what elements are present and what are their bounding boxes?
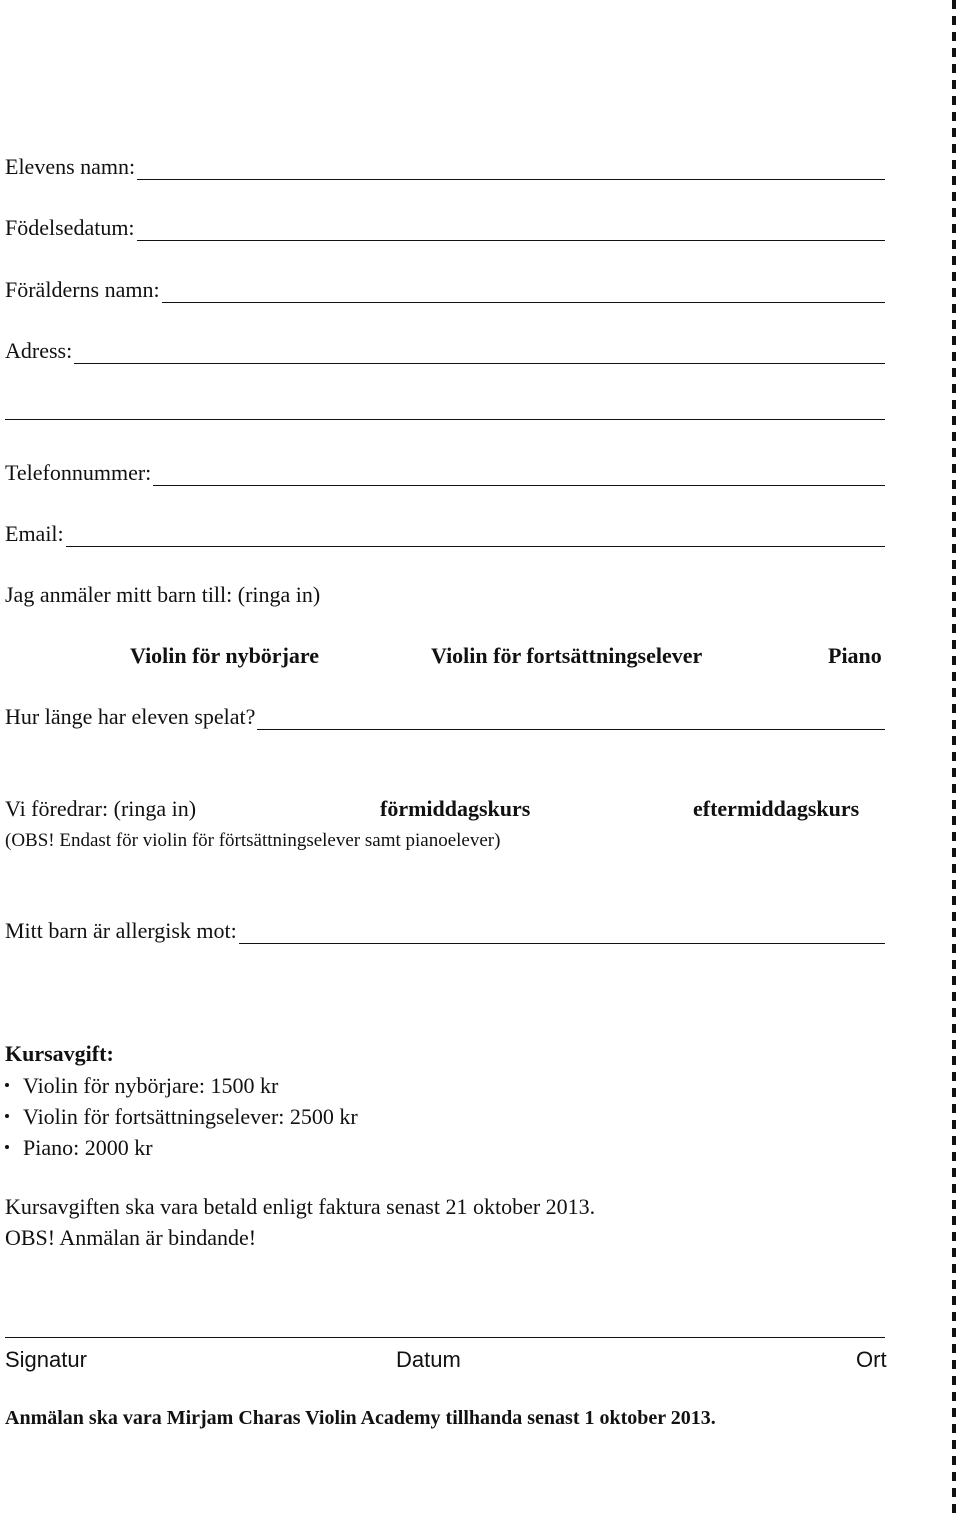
footer-note: Anmälan ska vara Mirjam Charas Violin Academy tillhanda senast 1 oktober 2013. [5, 1407, 716, 1429]
fees-title: Kursavgift: [5, 1041, 114, 1066]
bullet-icon [5, 1083, 9, 1087]
email-field[interactable] [5, 521, 885, 547]
payment-deadline: Kursavgiften ska vara betald enligt faktura senast 21 oktober 2013. [5, 1194, 596, 1219]
fee-item [5, 1070, 358, 1101]
parent-name-line[interactable] [162, 282, 885, 303]
address-label: Adress: [5, 338, 73, 363]
allergy-line[interactable] [239, 923, 885, 944]
option-morning-course[interactable]: förmiddagskurs [380, 796, 531, 821]
bullet-icon [5, 1114, 9, 1118]
option-violin-beginner[interactable]: Violin för nybörjare [130, 643, 320, 668]
student-name-label: Elevens namn: [5, 154, 136, 179]
allergy-field[interactable] [5, 918, 885, 944]
dashed-cut-line [952, 0, 956, 1518]
preference-prompt: Vi föredrar: (ringa in) [5, 796, 197, 821]
date-label: Datum [396, 1347, 461, 1372]
experience-line[interactable] [257, 709, 885, 730]
bullet-icon [5, 1145, 9, 1149]
parent-name-field[interactable] [5, 277, 885, 303]
binding-note: OBS! Anmälan är bindande! [5, 1225, 257, 1250]
address-second-field[interactable] [5, 399, 885, 420]
birthdate-field[interactable] [5, 215, 885, 241]
email-line[interactable] [66, 526, 885, 547]
birthdate-line[interactable] [137, 220, 885, 241]
address-line[interactable] [74, 343, 885, 364]
birthdate-label: Födelsedatum: [5, 215, 135, 240]
signature-line[interactable] [5, 1337, 885, 1338]
fees-list [5, 1070, 358, 1163]
enrollment-prompt: Jag anmäler mitt barn till: (ringa in) [5, 582, 321, 607]
signature-label: Signatur [5, 1347, 87, 1372]
option-piano[interactable]: Piano [828, 643, 882, 668]
fees-section [5, 1041, 358, 1163]
phone-label: Telefonnummer: [5, 460, 152, 485]
experience-label: Hur länge har eleven spelat? [5, 704, 256, 729]
preference-note: (OBS! Endast för violin för förtsättningselever samt pianoelever) [5, 830, 501, 851]
parent-name-label: Förälderns namn: [5, 277, 160, 302]
student-name-field[interactable] [5, 154, 885, 180]
fee-item-text: Piano: 2000 kr [23, 1135, 153, 1160]
fee-item-text: Violin för fortsättningselever: 2500 kr [23, 1104, 358, 1129]
email-label: Email: [5, 521, 64, 546]
option-afternoon-course[interactable]: eftermiddagskurs [693, 796, 860, 821]
experience-field[interactable] [5, 704, 885, 730]
fee-item [5, 1101, 358, 1132]
fee-item-text: Violin för nybörjare: 1500 kr [23, 1073, 279, 1098]
fee-item [5, 1132, 358, 1163]
allergy-label: Mitt barn är allergisk mot: [5, 918, 237, 943]
option-violin-continuing[interactable]: Violin för fortsättningselever [431, 643, 703, 668]
student-name-line[interactable] [137, 159, 885, 180]
place-label: Ort [856, 1347, 887, 1372]
phone-line[interactable] [153, 465, 885, 486]
address-field[interactable] [5, 338, 885, 364]
address-second-line[interactable] [5, 399, 885, 420]
phone-field[interactable] [5, 460, 885, 486]
